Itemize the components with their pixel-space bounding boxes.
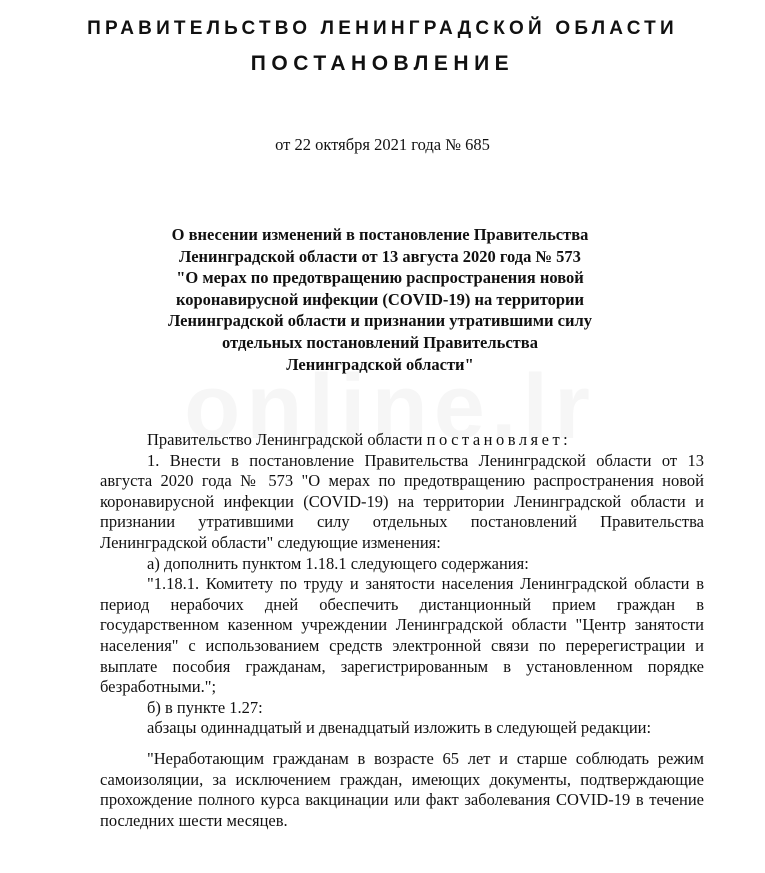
paragraph-subitem-b: б) в пункте 1.27: — [147, 697, 263, 717]
document-body — [100, 430, 704, 831]
preamble-resolves: постановляет: — [426, 430, 572, 449]
issuing-authority: ПРАВИТЕЛЬСТВО ЛЕНИНГРАДСКОЙ ОБЛАСТИ — [87, 18, 678, 39]
document-subject — [140, 224, 620, 375]
subject-line: Ленинградской области и признании утратившими силу — [167, 311, 593, 331]
paragraph-quoted-text: "Неработающим гражданам в возрасте 65 лет и старше соблюдать режим самоизоляции, за исключением граждан, имеющих документы, подтверждающие прохождение полного курса вакцинации или факт заболевания COVID-19 в течение последних шести месяцев. — [100, 748, 704, 830]
document-type: ПОСТАНОВЛЕНИЕ — [250, 52, 515, 75]
preamble-paragraph — [100, 430, 704, 451]
subject-line: Ленинградской области от 13 августа 2020 года № 573 — [179, 246, 581, 266]
paragraph-abzats-instruction: абзацы одиннадцатый и двенадцатый изложить в следующей редакции: — [147, 718, 652, 738]
paragraph-subitem-a: а) дополнить пунктом 1.18.1 следующего содержания: — [147, 553, 529, 573]
subject-line: коронавирусной инфекции (COVID-19) на территории — [175, 289, 585, 309]
document-date-number: от 22 октября 2021 года № 685 — [275, 135, 490, 154]
subject-line: О внесении изменений в постановление Правительства — [171, 225, 589, 244]
paragraph-clause-1-18-1: "1.18.1. Комитету по труду и занятости населения Ленинградской области в период нерабочих дней обеспечить дистанционный прием граждан в государственном казенном учреждении Ленинградской области "Центр занятости населения" с использованием средств электронной связи по перерегистрации и выплате пособия гражданам, зарегистрированным в установленном порядке безработными."; — [100, 574, 704, 697]
paragraph-item-1: 1. Внести в постановление Правительства Ленинградской области от 13 августа 2020 года № 573 "О мерах по предотвращению распространения новой коронавирусной инфекции (COVID-19) на территории Ленинградской области и признании утратившими силу отдельных постановлений Правительства Ленинградской области" следующие изменения: — [100, 450, 704, 552]
subject-line: отдельных постановлений Правительства — [222, 332, 538, 352]
subject-line: "О мерах по предотвращению распространения новой — [176, 268, 584, 288]
subject-line: Ленинградской области" — [286, 354, 474, 374]
preamble-text: Правительство Ленинградской области — [147, 430, 427, 449]
